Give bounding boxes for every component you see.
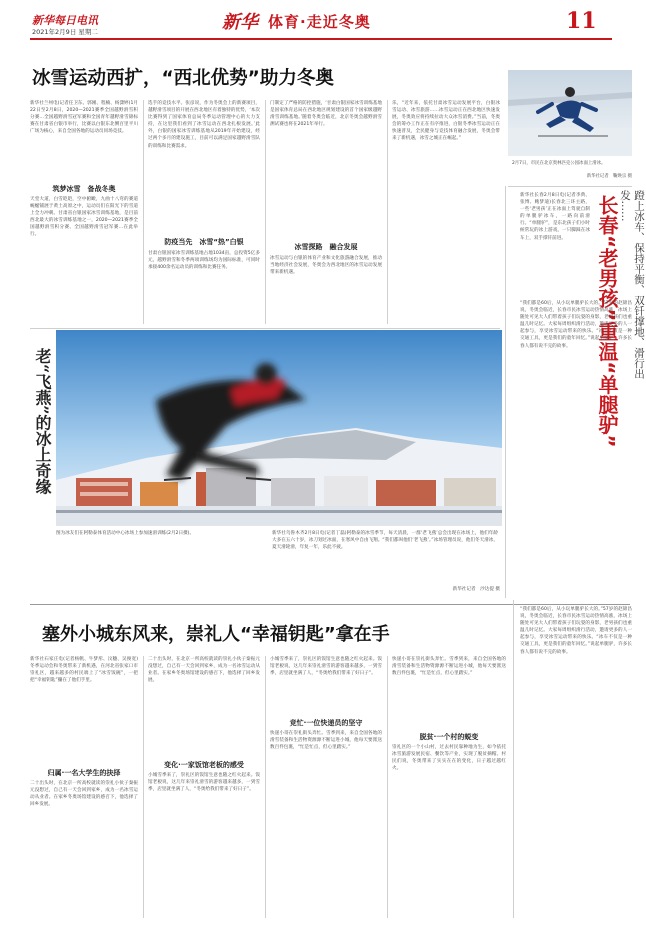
headline-top: 冰雪运动西扩，“西北优势”助力冬奥 bbox=[32, 68, 334, 89]
paper-logo: 新华每日电讯 bbox=[32, 14, 98, 27]
article-bottom bbox=[30, 656, 510, 918]
col2-body: 选手的竞技水平。张彦说，作为冬奥会上的新赛项目，越野滑雪项目的开展在西北地区有着独特的优势，‘本次比赛得到了国家体育总局冬季运动管理中心的大力支持，在这里我们看到了冰雪运动在西北扎根发展。’此外，白银的国家冰雪训练基地从2019年开始建设，经过两个多月的建设施工，目前可以满足国家越野滑雪队的训练和比赛需求。 bbox=[148, 101, 260, 149]
col1-lead: 新华社兰州电(记者任卫东、郭刚、程楠、杨潇婷)1月22日至2月8日，2020—2021赛季全国越野滑雪积分赛…全国越野滑雪冠军赛和全国青年越野滑雪锦标赛在甘肃省白银市举行，比赛以白银东北侧百里平川广场为核心，来自全国各地的运动员同场竞技。 bbox=[30, 101, 138, 135]
feature-credit: 新华社记者 沙达提 摄 bbox=[452, 587, 500, 592]
right-story-continued: “我们都是60后，从小玩单腿驴长大的。”57岁的赵锦昌说，冬奥会临近，长春市民冰雪运动热情高涨，冰场上随处可见大人们带着孩子们玩耍的身影，老男孩们也重温儿时记忆。大家每周组织滑行活动，邀请更多的人一起参与，享受冰雪运动带来的快乐。“冰车不仅是一种交通工具，更是我们的童年回忆。”说起单腿驴，许多长春人都有说不完的故事。 bbox=[520, 607, 632, 655]
bottom-body-4: 崇礼区的一个小山村，过去村民靠种地为生，如今依托冰雪旅游发展民宿、餐饮等产业，实现了脱贫摘帽。村民们说，冬奥带来了实实在在的变化，日子越过越红火。 bbox=[392, 745, 506, 772]
article-top bbox=[30, 100, 500, 325]
col1-subhead: 筑梦冰雪 备战冬奥 bbox=[52, 185, 116, 193]
feature-vertical-title-box bbox=[32, 348, 54, 538]
feature-caption: 图为冰友们在阿勒泰体育活动中心冰场上参加速滑训练(2月2日摄)。 bbox=[56, 531, 195, 536]
col1-body: 天堂大道，白雪皑皑，空中俯瞰，九曲十八弯的赛道蜿蜒铺展于黄土高原之中，运动员们在阳光下的雪道上全力冲刺。甘肃省白银国家冰雪训练基地，是目前西北最大的冰雪训练基地之一，2020—2021赛季全国越野滑雪积分赛、全国越野滑雪冠军赛…在此举行。 bbox=[30, 197, 138, 238]
right-story-deck-text: 蹬上冰车、保持平衡、双钎撑地、滑行出发…… bbox=[619, 190, 645, 379]
bottom-lead: 新华社石家庄电(记者杨帆、牛梦彤、汶穗、吴俊宽)冬季运动会和冬奥带来了新机遇，在河北省张家口市崇礼区，越来越多的村民端上了“冰雪饭碗”，一把把“幸福钥匙”攥在了他们手里。 bbox=[30, 657, 138, 684]
bottom-body-3: 快递小哥在崇礼街头奔忙。雪季到来，来自全国各地的滑雪装备和生活物资源源不断运进小城，他每天要派送数百件包裹，“忙是忙点，但心里踏实。” bbox=[270, 731, 382, 751]
col2-body2: 甘肃白银国家冰雪训练基地占地1034亩，总投资5亿多元，越野滑雪和冬季两项训练场均为国际标准，可同时承接400余名运动员的训练和比赛任务。 bbox=[148, 251, 260, 271]
bottom-subhead-2: 变化·一家饭馆老板的感受 bbox=[164, 761, 244, 769]
bottom-body-3-pre: 小城雪季来了，崇礼区的饭馆生意也随之红火起来。饭馆老板说，这几年来崇礼滑雪的游客越来越多，一到雪季，店里就坐满了人，“冬奥给我们带来了好日子”。 bbox=[270, 657, 382, 677]
col3-subhead: 冰雪探路 融合发展 bbox=[294, 243, 358, 251]
bottom-body-4-pre: 快递小哥在崇礼街头奔忙。雪季到来，来自全国各地的滑雪装备和生活物资源源不断运进小城，他每天要派送数百件包裹，“忙是忙点，但心里踏实。” bbox=[392, 657, 506, 677]
bottom-body-1: 二十出头时，在北京一所高校就读的崇礼小伙子秦振元没想过，自己有一天会回到家乡，成为一名冰雪运动从业者。在家乡冬奥场馆建设的感召下，他选择了回乡发展。 bbox=[30, 781, 138, 808]
bottom-subhead-4: 脱贫·一个村的蜕变 bbox=[419, 733, 479, 741]
right-story-body: “我们都是60后，从小玩单腿驴长大的。”57岁的赵锦昌说，冬奥会临近，长春市民冰雪运动热情高涨，冰场上随处可见大人们带着孩子们玩耍的身影，老男孩们也重温儿时记忆。大家每周组织滑行活动，邀请更多的人一起参与，享受冰雪运动带来的快乐。“冰车不仅是一种交通工具，更是我们的童年回忆。”说起单腿驴，许多长春人都有说不完的故事。 bbox=[520, 301, 632, 349]
speed-skating-photo bbox=[56, 330, 502, 526]
skater-photo-credit: 新华社记者 鞠焕宗 摄 bbox=[586, 174, 632, 179]
right-story-title: 长春“老男孩”重温“单腿驴” bbox=[595, 195, 619, 448]
skater-photo-caption: 2月7日，市民在北京奥林匹克公园冰面上滑冰。 bbox=[512, 161, 606, 166]
headline-bottom: 塞外小城东风来，崇礼人“幸福钥匙”拿在手 bbox=[42, 624, 390, 645]
bottom-subhead-3: 竞忙·一位快递员的坚守 bbox=[289, 719, 363, 727]
col4-body: 乐，“近年来，依托甘肃冰雪运动发展平台，白银冰雪运动、冰雪旅游……冰雪运动正在西北地区快速发展，冬奥效应将持续拉动大众冰雪消费。”当前，冬奥会的筹办工作正在有序推进，白银冬季冰雪运动正在快速普及，全民健身与竞技体育融合发展，冬奥会带来了新机遇，冰雪之城正在崛起。” bbox=[392, 101, 500, 142]
right-story-lead: 新华社长春2月8日电(记者李典、张博、鲍梦迪)长春北三环主路，一些‘老男孩’正在冰面上驾驶自制的单腿驴冰车，一路向前滑行。“单腿驴”，是东北孩子们小时候常玩的冰上游戏，一只脚踩在冰车上，双手撑钎前进。 bbox=[520, 193, 590, 241]
issue-date: 2021年2月9日 星期二 bbox=[32, 28, 98, 36]
page-number: 11 bbox=[566, 8, 597, 34]
feature-vertical-title: 老“飞燕”的冰上奇缘 bbox=[33, 348, 52, 495]
feature-body: 新华社乌鲁木齐2月8日电(记者丁磊)阿勒泰的冰雪季节，每天清晨，一群‘老飞燕’总会出现在冰场上，他们年龄大多在五六十岁，冰刀划过冰面，在寒风中自由飞翔。“我们都叫他们‘老飞燕’。”冰场管理员说，他们冬天滑冰，夏天滑轮滑，年复一年，乐此不疲。 bbox=[272, 531, 498, 551]
col2-subhead: 防疫当先 冰雪“热”白银 bbox=[164, 238, 244, 246]
bottom-body-2-pre: 二十出头时，在北京一所高校就读的崇礼小伙子秦振元没想过，自己有一天会回到家乡，成为一名冰雪运动从业者。在家乡冬奥场馆建设的感召下，他选择了回乡发展。 bbox=[148, 657, 260, 684]
section-title: 体育·走近冬奥 bbox=[268, 13, 371, 31]
skater-photo bbox=[508, 70, 632, 156]
bottom-subhead-1: 归属·一名大学生的抉择 bbox=[47, 769, 121, 777]
brand-logo: 新华 bbox=[222, 12, 258, 33]
masthead-divider bbox=[30, 38, 612, 40]
masthead bbox=[0, 0, 640, 40]
col3-body: 门制定了严格的防控措施，‘甘肃白银国家冰雪训练基地是国家体育总局在西北地区规划建设的首个国家级越野滑雪训练基地。’随着冬奥会临近，北京冬奥会越野滑雪测试赛也将在2021年举行。 bbox=[270, 101, 382, 128]
bottom-body-2: 小城雪季来了，崇礼区的饭馆生意也随之红火起来。饭馆老板说，这几年来崇礼滑雪的游客越来越多，一到雪季，店里就坐满了人，“冬奥给我们带来了好日子”。 bbox=[148, 773, 260, 793]
col3-body2: 冰雪运动与白银的体育产业和文化旅游融合发展，推动当地经济社会发展，冬奥会为西北地区的冰雪运动发展带来新机遇。 bbox=[270, 256, 382, 276]
